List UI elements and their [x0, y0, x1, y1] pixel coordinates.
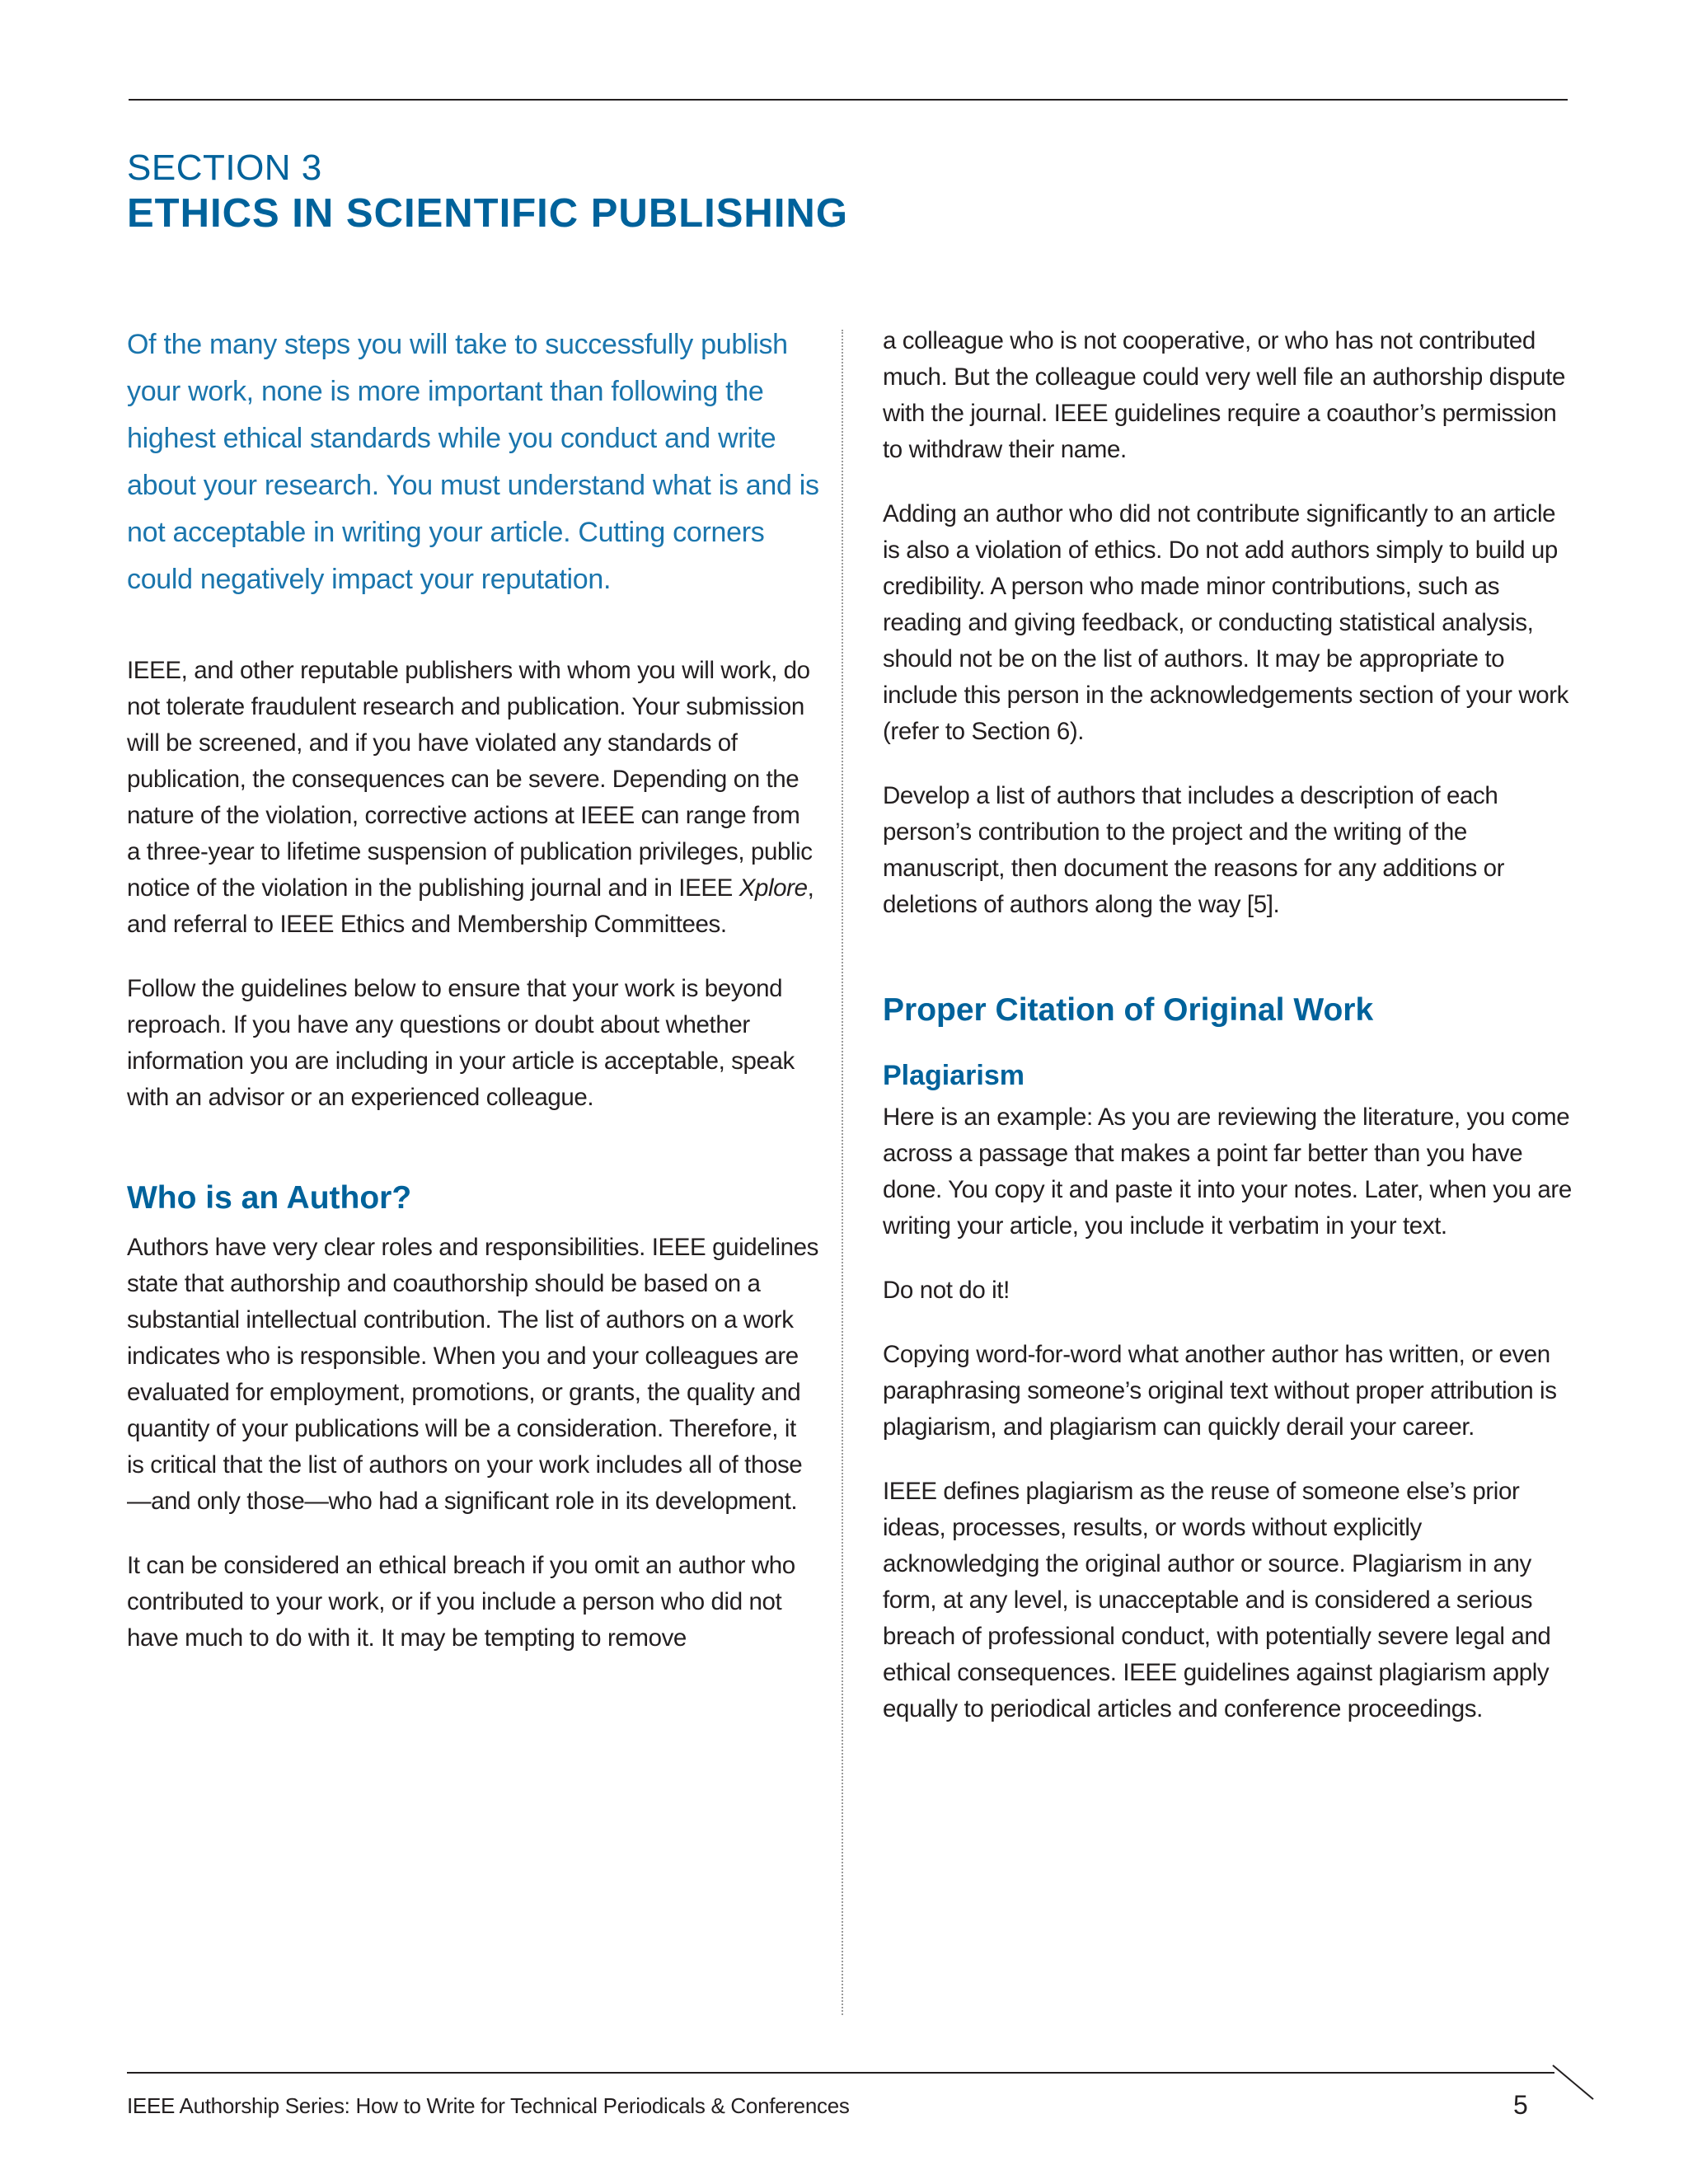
section-header — [127, 147, 1198, 237]
intro-paragraph: Of the many steps you will take to successfully publish your work, none is more important than following the highest ethical standards while you conduct and write about your research. You must understand what is and is not acceptable in writing your article. Cutting corners could negatively impact your reputation. — [127, 329, 819, 595]
section-kicker: SECTION 3 — [127, 148, 322, 188]
do-not-paragraph: Do not do it! — [883, 1277, 1010, 1304]
subheading-plagiarism: Plagiarism — [883, 1060, 1025, 1091]
footer-rule — [127, 2072, 1554, 2074]
colleague-paragraph: a colleague who is not cooperative, or who has not contributed much. But the colleague could very well file an authorship dispute with the journal. IEEE guidelines require a coauthor’s permission to withdraw their name. — [883, 327, 1565, 463]
top-rule — [129, 99, 1568, 101]
left-column — [127, 321, 819, 1685]
column-divider — [842, 330, 843, 2015]
consequences-text-end: , and referral to IEEE Ethics and Membership Committees. — [127, 874, 814, 938]
adding-author-paragraph: Adding an author who did not contribute significantly to an article is also a violation of ethics. Do not add authors simply to build up credibility. A person who made minor contributions, such as reading and giving feedback, or conducting statistical analysis, should not be on the list of authors. It may be appropriate to include this person in the acknowledgements section of your work (refer to Section 6). — [883, 500, 1569, 745]
heading-who-is-an-author: Who is an Author? — [127, 1180, 412, 1216]
heading-proper-citation: Proper Citation of Original Work — [883, 992, 1374, 1028]
authors-roles-paragraph: Authors have very clear roles and responsibilities. IEEE guidelines state that authorship and coauthorship should be based on a substantial intellectual contribution. The list of authors on a work indicates who is responsible. When you and your colleagues are evaluated for employment, promotions, or grants, the quality and quantity of your publications will be a consideration. Therefore, it is critical that the list of authors on your work includes all of those—and only those—who had a significant role in its development. — [127, 1234, 818, 1515]
right-column — [883, 323, 1575, 1755]
example-paragraph: Here is an example: As you are reviewing the literature, you come across a passage that makes a point far better than you have done. You copy it and paste it into your notes. Later, when you are writing your article, you include it verbatim in your text. — [883, 1104, 1572, 1240]
page-number: 5 — [1513, 2090, 1528, 2120]
xplore-italic: Xplore — [738, 874, 808, 902]
footer-series-title: IEEE Authorship Series: How to Write for Technical Periodicals & Conferences — [127, 2093, 850, 2118]
consequences-paragraph — [127, 653, 819, 943]
consequences-text-start: IEEE, and other reputable publishers with whom you will work, do not tolerate fraudulent research and publication. Your submission will be screened, and if you have violated any standards of publication, the consequences can be severe. Depending on the nature of the violation, corrective actions at IEEE can range from a three-year to lifetime suspension of publication privileges, public notice of the violation in the publishing journal and in IEEE — [127, 657, 813, 902]
footer-corner-tick — [1552, 2064, 1593, 2100]
section-title: ETHICS IN SCIENTIFIC PUBLISHING — [127, 191, 848, 236]
copying-paragraph: Copying word-for-word what another author has written, or even paraphrasing someone’s original text without proper attribution is plagiarism, and plagiarism can quickly derail your career. — [883, 1341, 1557, 1441]
plagiarism-definition-paragraph: IEEE defines plagiarism as the reuse of someone else’s prior ideas, processes, results, or words without explicitly acknowledging the original author or source. Plagiarism in any form, at any level, is unacceptable and is considered a serious breach of professional conduct, with potentially severe legal and ethical consequences. IEEE guidelines against plagiarism apply equally to periodical articles and conference proceedings. — [883, 1478, 1551, 1722]
author-list-paragraph: Develop a list of authors that includes a description of each person’s contribution to the project and the writing of the manuscript, then document the reasons for any additions or deletions of authors along the way [5]. — [883, 782, 1505, 918]
ethical-breach-paragraph: It can be considered an ethical breach if you omit an author who contributed to your work, or if you include a person who did not have much to do with it. It may be tempting to remove — [127, 1552, 795, 1652]
guidelines-paragraph: Follow the guidelines below to ensure that your work is beyond reproach. If you have any questions or doubt about whether information you are including in your article is acceptable, speak with an advisor or an experienced colleague. — [127, 975, 795, 1111]
